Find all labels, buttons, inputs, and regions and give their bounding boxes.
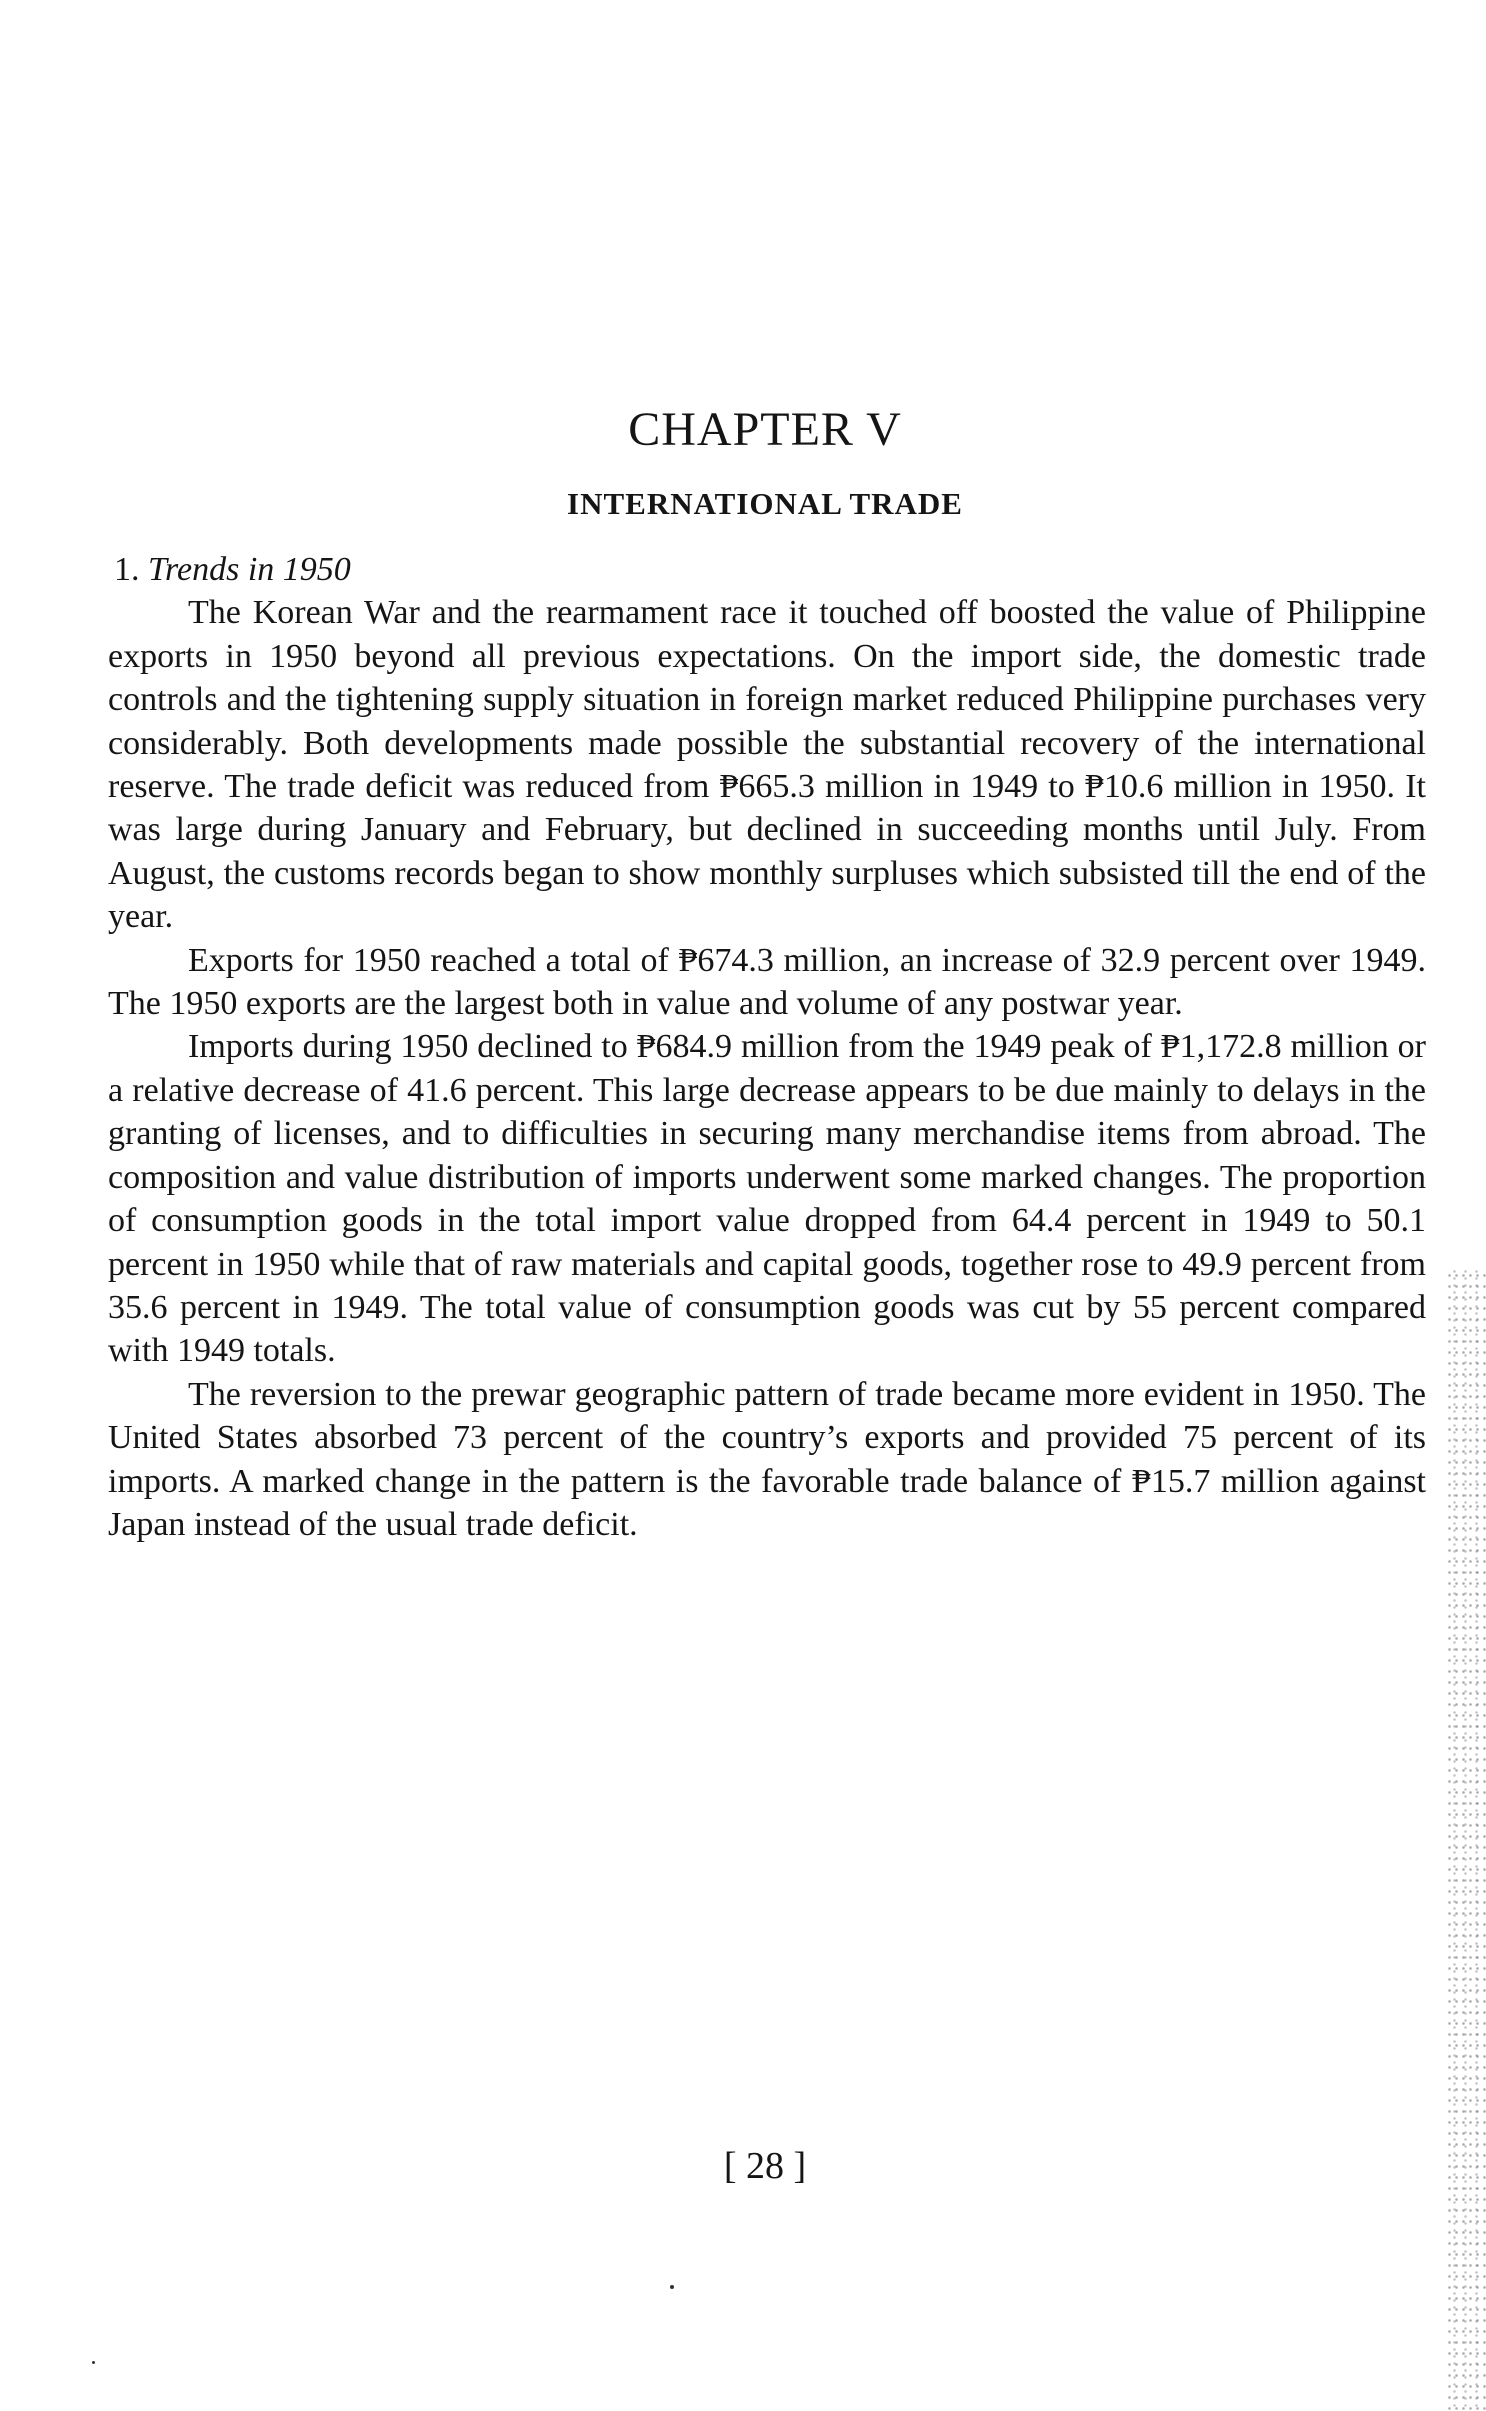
- scan-edge-noise: [1446, 1270, 1486, 2411]
- section-title: INTERNATIONAL TRADE: [567, 486, 963, 521]
- page-number: [ 28 ]: [723, 2145, 807, 2187]
- paragraph-geographic-pattern: The reversion to the prewar geographic pattern of trade became more evident in 1950. The United States absorbed 73 percent of the country’s exports and provided 75 percent of its imports. A marked change in the pattern is the favorable trade balance of ₱15.7 million against Japan instead of the usual trade deficit.: [108, 1375, 1426, 1543]
- subheading-number: 1.: [114, 551, 140, 588]
- subheading: [108, 548, 1426, 591]
- scan-speck: [92, 2361, 95, 2364]
- paragraph-exports: Exports for 1950 reached a total of ₱674.3 million, an increase of 32.9 percent over 1949. The 1950 exports are the largest both in value and volume of any postwar year.: [108, 941, 1426, 1023]
- paragraph-imports: Imports during 1950 declined to ₱684.9 million from the 1949 peak of ₱1,172.8 million or a relative decrease of 41.6 percent. This large decrease appears to be due mainly to delays in the granting of licenses, and to difficulties in securing many merchandise items from abroad. The composition and value distribution of imports underwent some marked changes. The proportion of consumption goods in the total import value dropped from 64.4 percent in 1949 to 50.1 percent in 1950 while that of raw materials and capital goods, together rose to 49.9 percent from 35.6 percent in 1949. The total value of consumption goods was cut by 55 percent compared with 1949 totals.: [108, 1028, 1426, 1370]
- subheading-label: Trends in 1950: [148, 551, 351, 588]
- scan-speck: [670, 2285, 674, 2289]
- body-text: [108, 548, 1426, 1546]
- paragraph-trends-overview: The Korean War and the rearmament race it touched off boosted the value of Philippine exports in 1950 beyond all previous expectations. On the import side, the domestic trade controls and the tightening supply situation in foreign market reduced Philippine purchases very considerably. Both developments made possible the substantial recovery of the international reserve. The trade deficit was reduced from ₱665.3 million in 1949 to ₱10.6 million in 1950. It was large during January and February, but declined in succeeding months until July. From August, the customs records began to show monthly surpluses which subsisted till the end of the year.: [108, 594, 1426, 936]
- chapter-title: CHAPTER V: [628, 403, 902, 456]
